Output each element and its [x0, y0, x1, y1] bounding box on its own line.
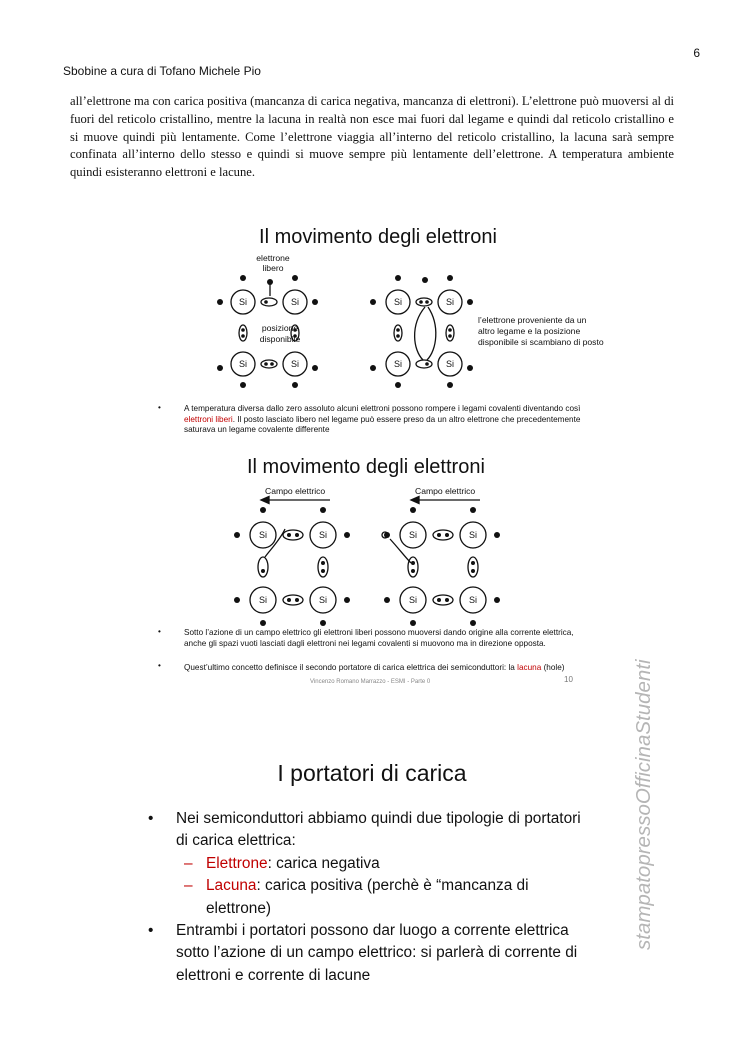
body-paragraph: all’elettrone ma con carica positiva (mancanza di carica negativa, mancanza di elettroni). L’elettrone può muoversi al di fuori del reticolo cristallino, mentre la lacuna in realtà non esce mai fuori dal legame e quindi dal reticolo cristallino e si muove quindi più lentamente. Come l’elettrone viaggia all’interno del reticolo cristallino, la lacuna sarà sempre confinata all’interno dello stesso e quindi si muove sempre più lentamente dell’elettrone. A temperatura ambiente quindi esisteranno elettroni e lacune.: [70, 94, 674, 180]
watermark: [620, 535, 660, 955]
list-subitem: – Lacuna: carica positiva (perchè è “mancanza di elettrone): [184, 877, 529, 917]
label-exchange: l’elettrone proveniente da un altro legame e la posizione disponibile si scambiano di posto: [478, 315, 604, 347]
field-label-right: Campo elettrico: [415, 486, 476, 496]
slide2-bullet-2: Quest’ultimo concetto definisce il secondo portatore di carica elettrica dei semiconduttori: la lacuna (hole): [184, 663, 565, 672]
slide1-title: Il movimento degli elettroni: [259, 226, 497, 248]
si-atom: Si: [408, 595, 418, 605]
slide-number: 10: [564, 675, 573, 684]
bullet-dot: •: [158, 627, 161, 636]
running-header: Sbobine a cura di Tofano Michele Pio: [63, 64, 261, 78]
label-free-electron: elettrone libero: [256, 253, 290, 273]
slide2-bullet-1: Sotto l’azione di un campo elettrico gli elettroni liberi possono muoversi dando origine alla corrente elettrica, anche gli spazi vuoti lasciati dagli elettroni nei legami covalenti si muovono ma in direzione opposta.: [184, 628, 574, 648]
svg-text:stampatopressoOfficinaStudenti: stampatopressoOfficinaStudenti: [632, 659, 655, 950]
si-atom: Si: [290, 359, 300, 369]
si-atom: Si: [445, 297, 455, 307]
list-subitem: – Elettrone: carica negativa: [184, 854, 380, 872]
si-atom: Si: [290, 297, 300, 307]
si-atom: Si: [393, 359, 403, 369]
slide1-bullet: A temperatura diversa dallo zero assoluto alcuni elettroni possono rompere i legami covalenti diventando così elettroni liberi. Il posto lasciato libero nel legame può essere preso da un altro elettrone che precedentemente saturava un legame covalente differente: [184, 404, 581, 435]
list-item: • Nei semiconduttori abbiamo quindi due tipologie di portatori di carica elettrica:: [148, 810, 581, 850]
si-atom: Si: [408, 530, 418, 540]
si-atom: Si: [393, 297, 403, 307]
si-atom: Si: [238, 297, 248, 307]
field-label-left: Campo elettrico: [265, 486, 326, 496]
page-number: 6: [693, 46, 700, 60]
label-available-position: posizione disponibile: [259, 323, 301, 344]
bullet-dot: •: [158, 403, 161, 412]
slide-footer: Vincenzo Romano Marrazzo - ESMI - Parte 0: [310, 679, 431, 685]
si-atom: Si: [258, 530, 268, 540]
bullet-dot: •: [158, 661, 161, 670]
slide1-lattice-diagram: [195, 250, 525, 395]
si-atom: Si: [468, 595, 478, 605]
si-atom: Si: [468, 530, 478, 540]
list-item: • Entrambi i portatori possono dar luogo a corrente elettrica sotto l’azione di un campo elettrico: si parlerà di corrente di elettroni e corrente di lacune: [148, 922, 578, 984]
slide3-title: I portatori di carica: [277, 760, 467, 786]
si-atom: Si: [318, 595, 328, 605]
slide2-lattice-diagram: [225, 495, 525, 635]
slide2-title: Il movimento degli elettroni: [247, 456, 485, 478]
si-atom: Si: [258, 595, 268, 605]
si-atom: Si: [318, 530, 328, 540]
si-atom: Si: [445, 359, 455, 369]
slide3-bullet-list: [148, 808, 588, 987]
si-atom: Si: [238, 359, 248, 369]
